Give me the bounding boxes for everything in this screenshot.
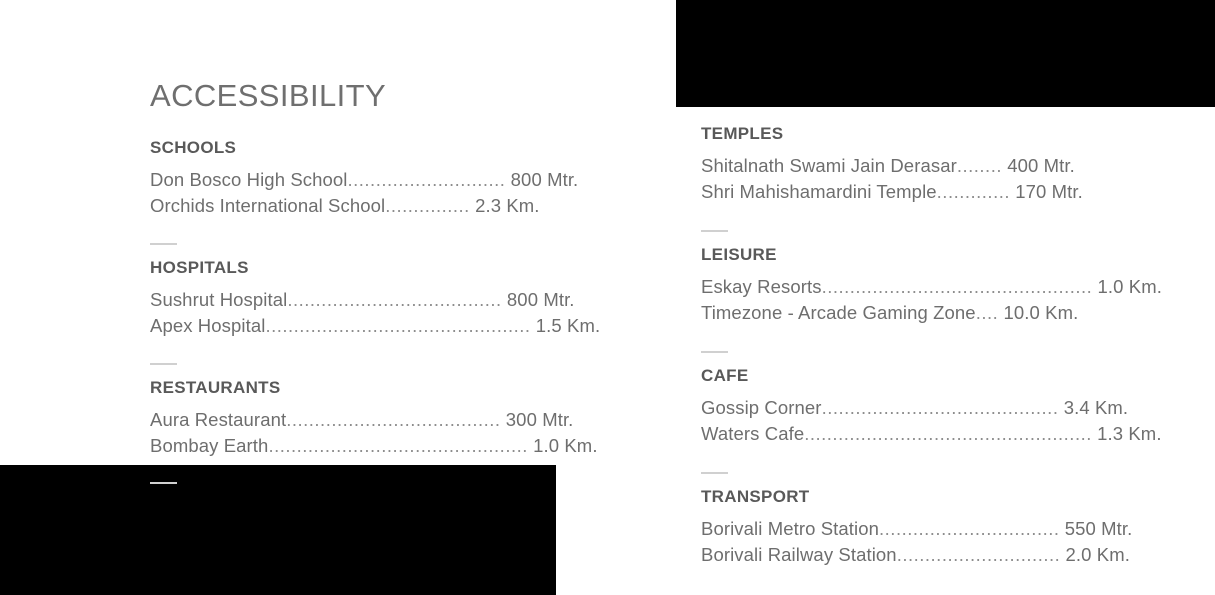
entry-distance-value: 10.0 Km. [998, 301, 1079, 323]
decorative-block-top-right [676, 0, 1215, 107]
entry-dot-leader: ............................. [896, 543, 1061, 565]
list-item [701, 542, 1130, 568]
entry-name: Borivali Railway Station [701, 543, 897, 565]
entry-distance-value: 800 Mtr. [505, 169, 579, 190]
entry-distance-value: 1.0 Km. [527, 434, 598, 456]
section-title: LEISURE [701, 245, 777, 264]
list-item [701, 395, 1129, 421]
section-divider [701, 230, 728, 232]
entry-dot-leader: ............................ [347, 169, 506, 190]
section-divider [150, 243, 177, 245]
entry-distance-value: 1.0 Km. [1092, 276, 1162, 297]
entry-distance-value: 300 Mtr. [500, 409, 574, 430]
section-divider [150, 482, 177, 484]
entry-name: Gossip Corner [701, 397, 822, 418]
entry-distance-value: 1.5 Km. [530, 314, 601, 336]
section-transport [701, 472, 1133, 567]
entry-name: Borivali Metro Station [701, 518, 880, 539]
section-leisure [701, 230, 1162, 325]
list-item [150, 167, 579, 193]
entry-dot-leader: .... [975, 301, 999, 323]
entry-name: Eskay Resorts [701, 276, 822, 297]
list-item [701, 300, 1101, 326]
section-schools [150, 138, 579, 218]
entry-distance-value: 2.0 Km. [1060, 543, 1130, 565]
entry-name: Orchids International School [150, 194, 386, 216]
entry-name: Waters Cafe [701, 422, 805, 444]
entry-dot-leader: ............... [385, 194, 470, 216]
entry-name: Timezone - Arcade Gaming Zone [701, 301, 976, 323]
entry-name: Shri Mahishamardini Temple [701, 180, 937, 202]
entry-dot-leader: ............. [936, 180, 1010, 202]
entry-name: Aura Restaurant [150, 409, 287, 430]
entry-name: Apex Hospital [150, 314, 266, 336]
entry-dot-leader: ...................................... [286, 409, 501, 430]
entry-dot-leader: ................................................... [804, 422, 1092, 444]
entry-name: Bombay Earth [150, 434, 269, 456]
section-title: SCHOOLS [150, 138, 237, 157]
section-title: RESTAURANTS [150, 378, 281, 397]
entry-distance-value: 3.4 Km. [1058, 397, 1129, 418]
section-title: TRANSPORT [701, 487, 810, 506]
section-title: CAFE [701, 366, 749, 385]
section-divider [701, 472, 728, 474]
page-title: ACCESSIBILITY [150, 78, 387, 113]
list-item [150, 287, 575, 313]
list-item [701, 153, 1101, 179]
left-sections-list [150, 138, 601, 484]
list-item [150, 407, 574, 433]
section-divider [701, 351, 728, 353]
entry-distance-value: 800 Mtr. [501, 289, 575, 310]
entry-dot-leader: ...................................... [287, 289, 502, 310]
entry-dot-leader: ........ [956, 155, 1002, 176]
section-restaurants [150, 363, 598, 458]
entry-dot-leader: ............................................... [265, 314, 531, 336]
list-item [150, 193, 550, 219]
entry-distance-value: 170 Mtr. [1010, 180, 1083, 202]
entry-distance-value: 400 Mtr. [1001, 155, 1075, 176]
section-hospitals [150, 243, 601, 338]
entry-distance-value: 1.3 Km. [1091, 422, 1162, 444]
section-divider [150, 363, 177, 365]
entry-dot-leader: ................................ [879, 518, 1060, 539]
entry-dot-leader: ................................................ [821, 276, 1093, 297]
entry-name: Sushrut Hospital [150, 289, 288, 310]
list-item [150, 433, 598, 459]
list-item [701, 274, 1162, 300]
entry-dot-leader: .............................................. [268, 434, 528, 456]
list-item [701, 421, 1162, 447]
list-item [150, 313, 601, 339]
entry-name: Don Bosco High School [150, 169, 348, 190]
list-item [701, 516, 1133, 542]
section-cafe [701, 351, 1162, 446]
section-title: HOSPITALS [150, 258, 249, 277]
entry-name: Shitalnath Swami Jain Derasar [701, 155, 957, 176]
decorative-block-bottom-left [0, 465, 556, 595]
entry-distance-value: 550 Mtr. [1059, 518, 1133, 539]
list-item [701, 179, 1101, 205]
entry-distance-value: 2.3 Km. [469, 194, 540, 216]
section-temples [701, 125, 1101, 204]
entry-dot-leader: .......................................... [821, 397, 1059, 418]
section-title: TEMPLES [701, 124, 784, 143]
right-sections-list [701, 124, 1162, 567]
